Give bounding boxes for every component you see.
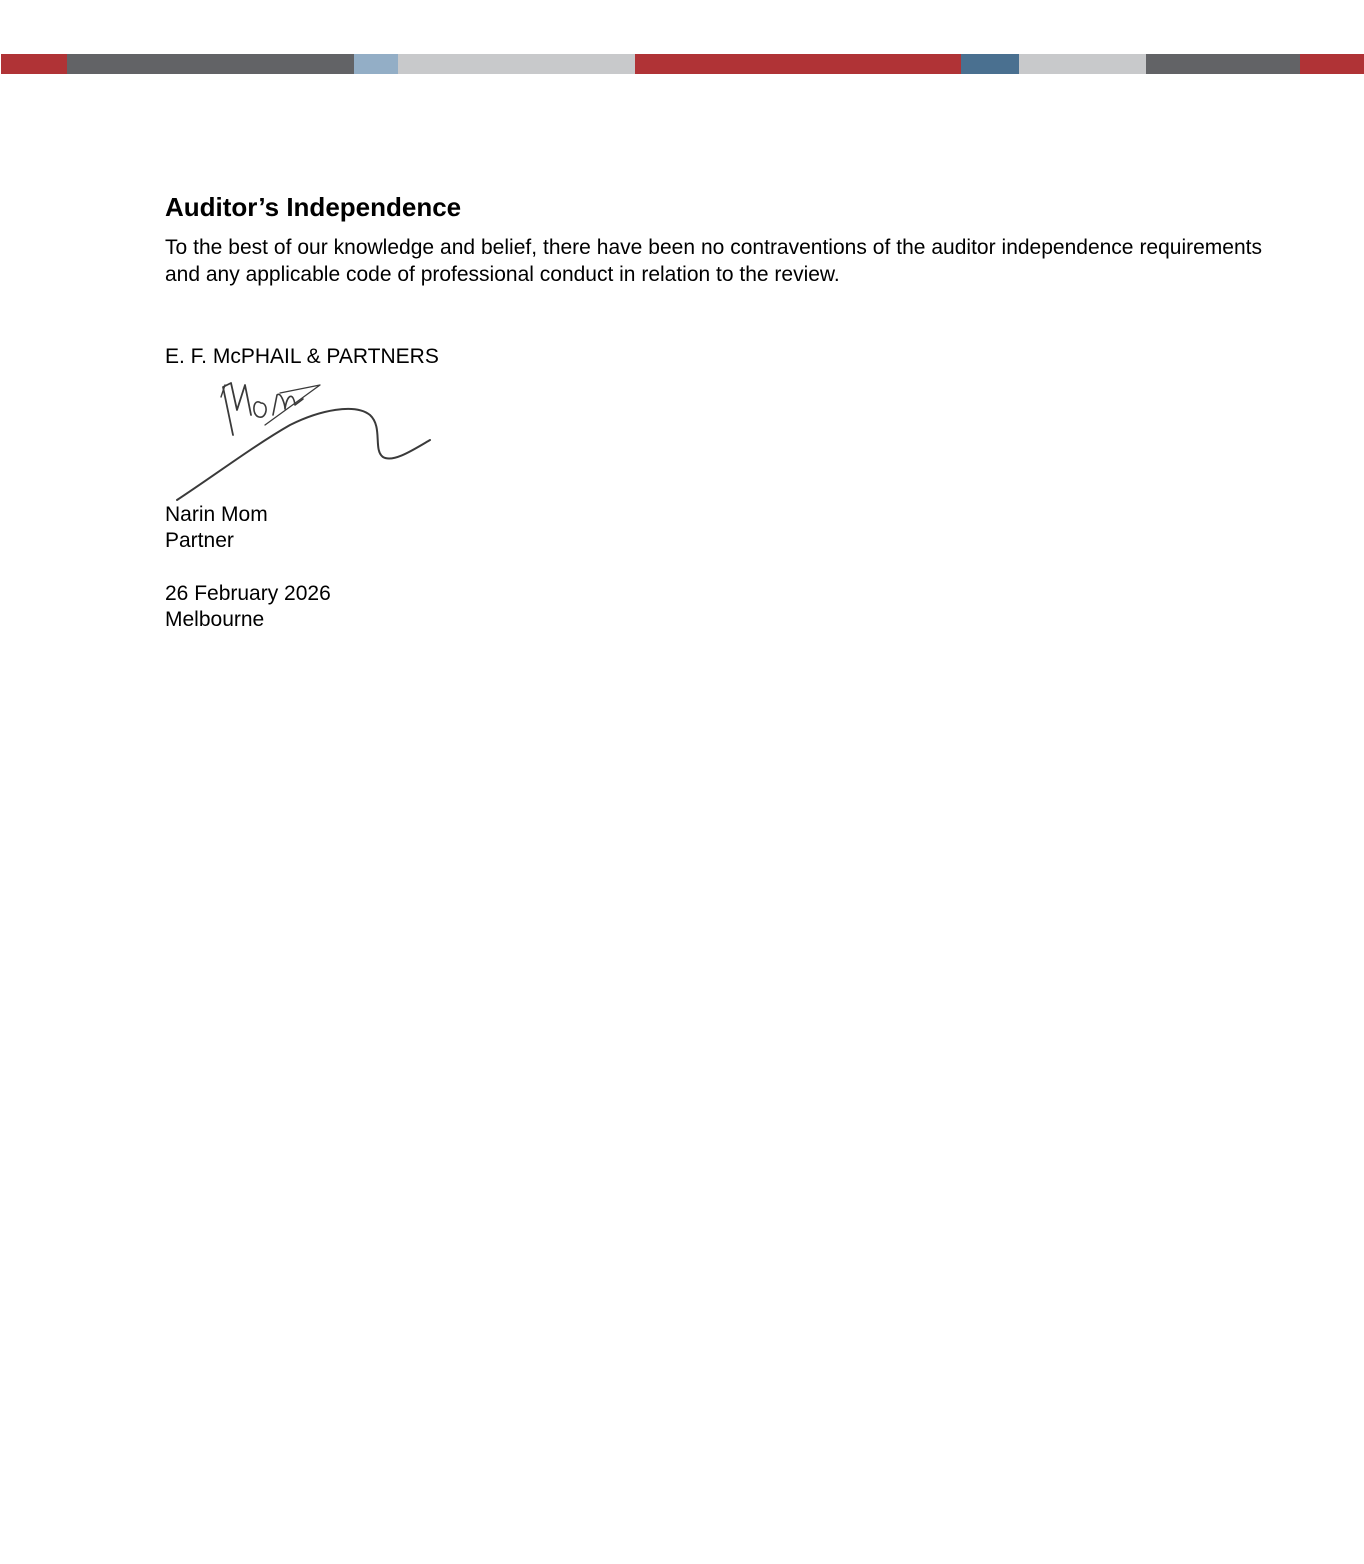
band-segment-red [1,54,67,74]
section-heading: Auditor’s Independence [165,192,462,222]
band-segment-dark-grey [67,54,354,74]
band-segment-dark-grey [1146,54,1300,74]
signing-date: 26 February 2026 [165,582,331,605]
band-segment-light-grey [398,54,635,74]
band-segment-red [1300,54,1364,74]
header-color-band [1,54,1364,74]
signatory-name: Narin Mom [165,503,268,526]
band-segment-light-blue [354,54,398,74]
signing-location: Melbourne [165,608,265,631]
signatory-block [165,502,268,554]
independence-section [165,188,1262,288]
signatory-title: Partner [165,529,234,552]
firm-name: E. F. McPHAIL & PARTNERS [165,345,439,368]
signature-image [165,375,440,505]
date-location-block [165,581,331,633]
independence-statement: To the best of our knowledge and belief, there have been no contraventions of the auditor independence requirements and any applicable code of professional conduct in relation to the review. [165,236,1262,286]
band-segment-light-grey [1019,54,1146,74]
band-segment-red [635,54,961,74]
band-segment-steel-blue [961,54,1019,74]
